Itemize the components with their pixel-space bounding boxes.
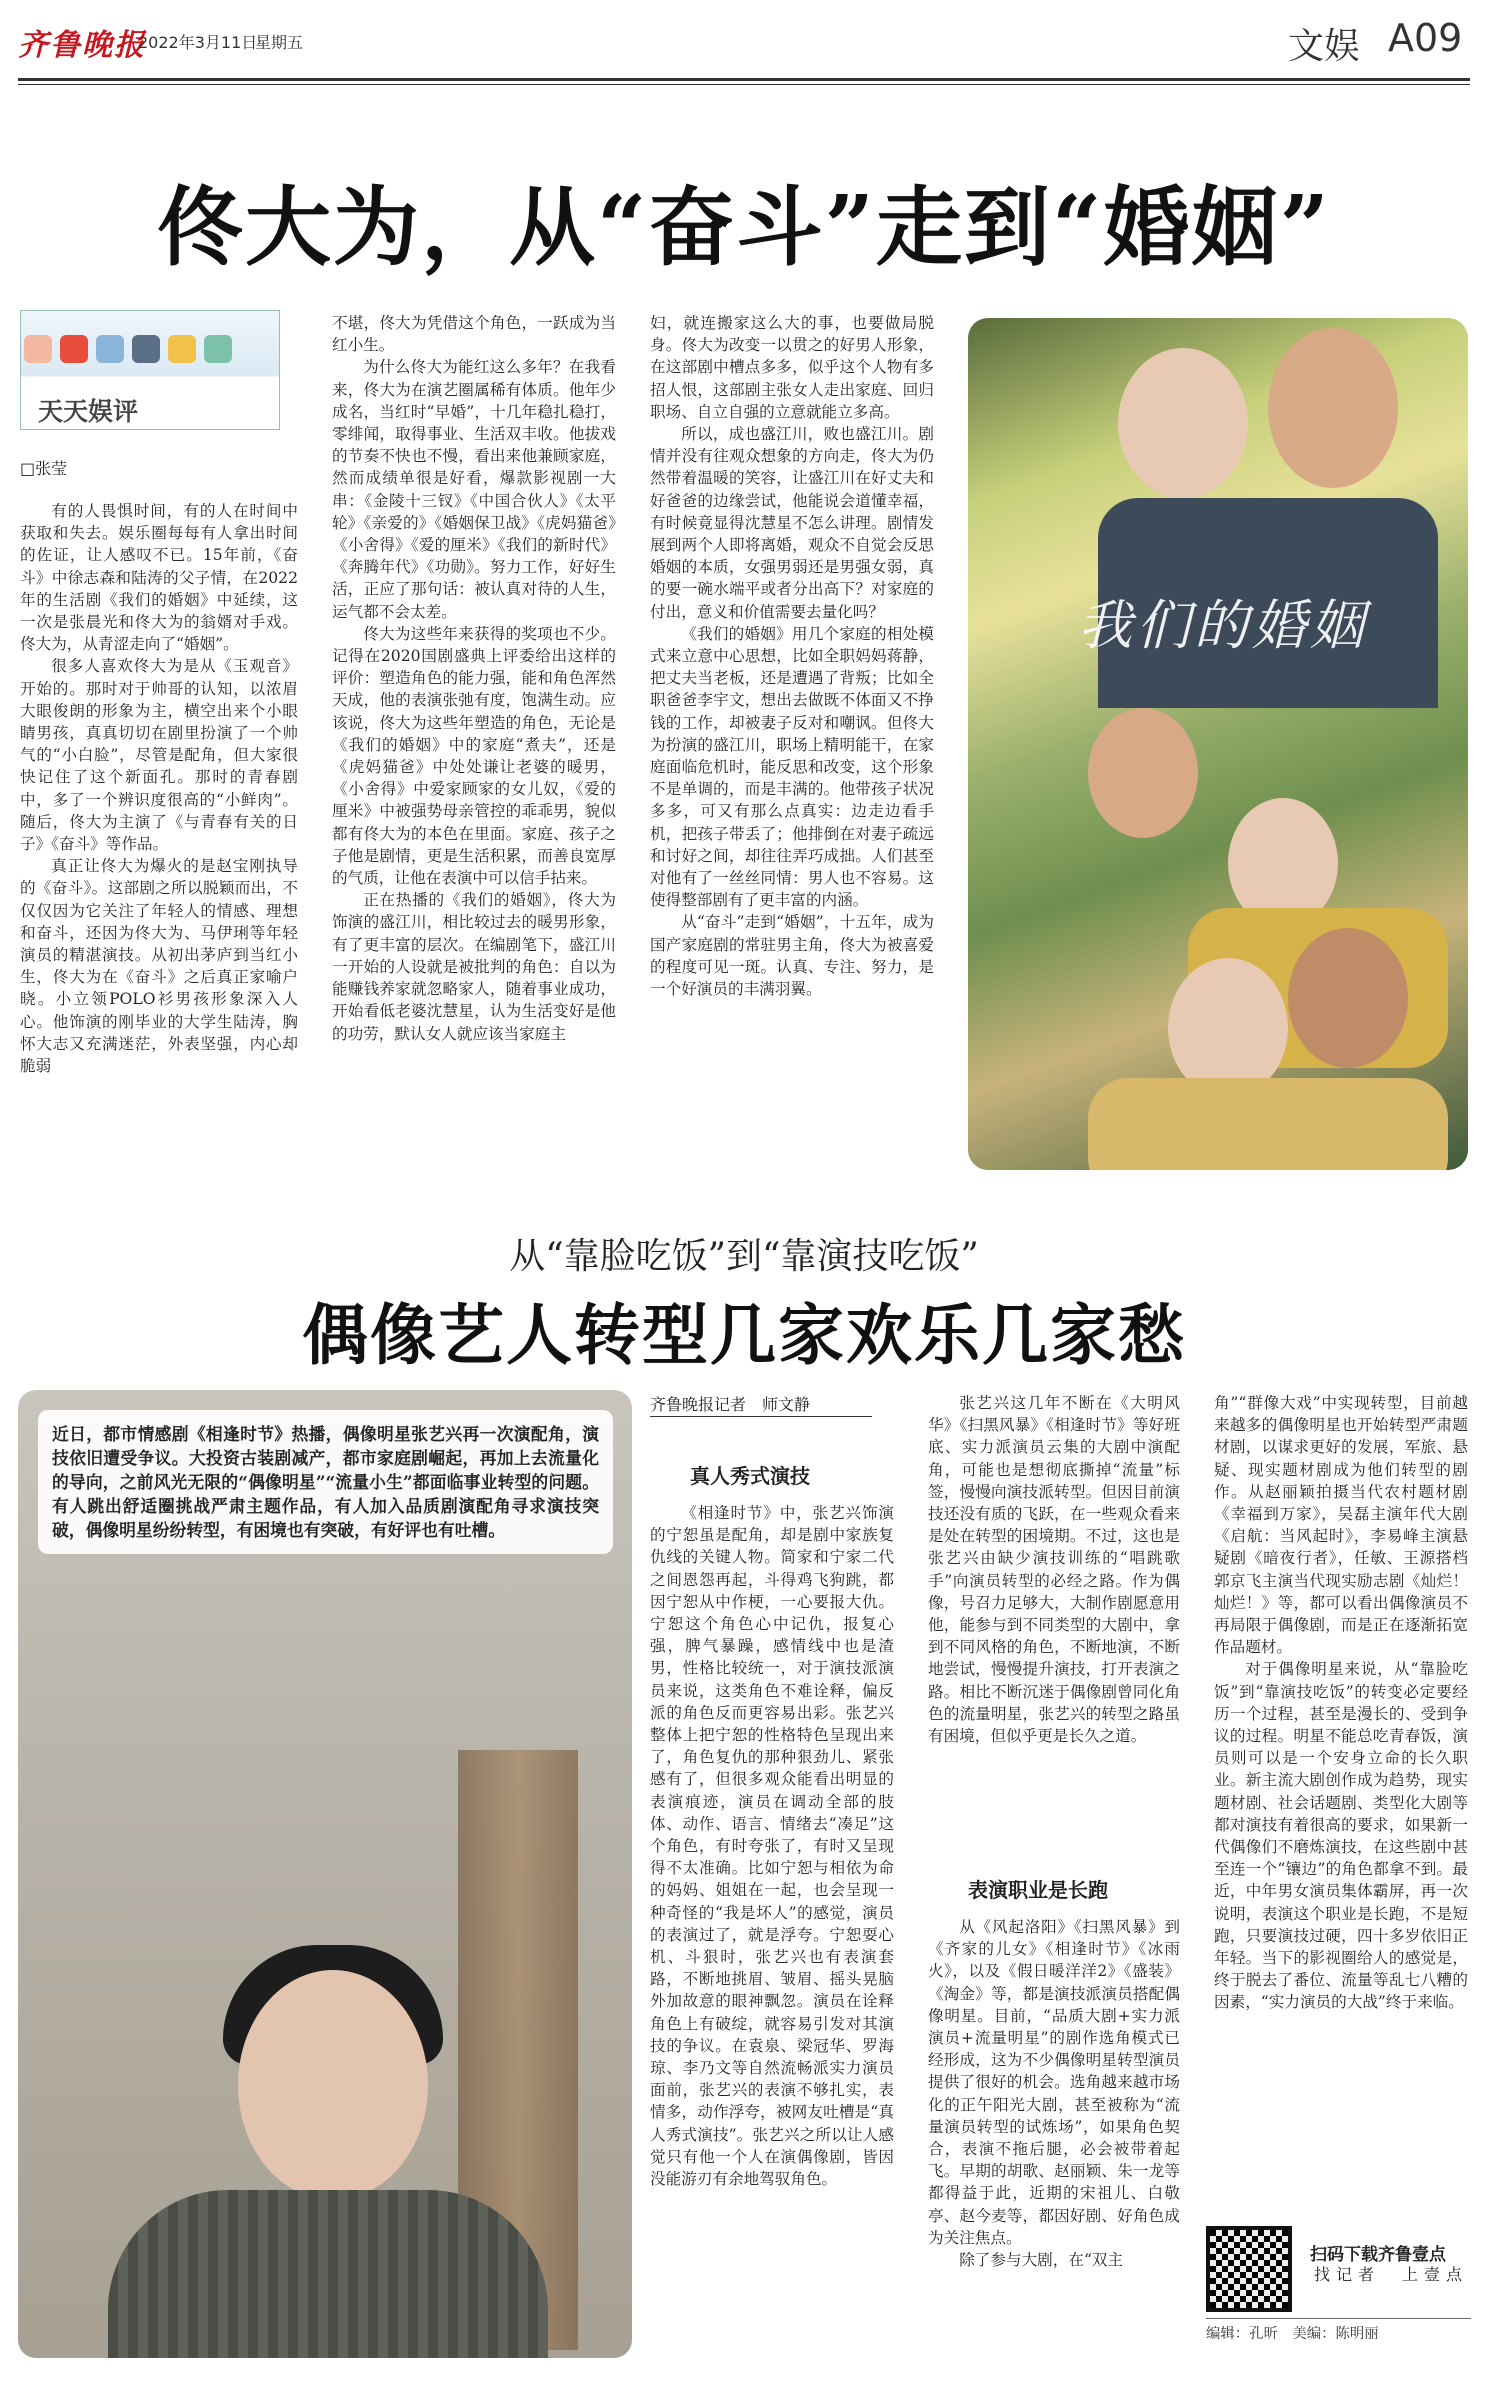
actress-face	[1168, 958, 1288, 1098]
qr-caption: 扫码下载齐鲁壹点	[1310, 2245, 1446, 2265]
actor-face	[1288, 928, 1408, 1068]
article2-byline: 齐鲁晚报记者 师文静	[650, 1395, 811, 1414]
paragraph: 《相逢时节》中，张艺兴饰演的宁恕虽是配角，却是剧中家族复仇线的关键人物。简家和宁家二代之间恩怨再起，斗得鸡飞狗跳，都因宁恕从中作梗，一心要报大仇。宁恕这个角色心中记仇，报复心强，脾气暴躁，感情线中也是渣男，性格比较统一，对于演技派演员来说，这类角色不难诠释，偏反派的角色反而更容易出彩。张艺兴整体上把宁恕的性格特色呈现出来了，角色复仇的那种狠劲儿、紧张感有了，但很多观众能看出明显的表演痕迹，演员在调动全部的肢体、动作、语言、情绪去“凑足”这个角色，有时夸张了，有时又呈现得不太准确。比如宁恕与相依为命的妈妈、姐姐在一起，也会呈现一种奇怪的“我是坏人”的感觉，演员的表演过了，就是浮夸。宁恕耍心机、斗狠时，张艺兴也有表演套路，不断地挑眉、皱眉、摇头晃脑外加故意的眼神飘忽。演员在诠释角色上有破绽，就容易引发对其演技的争议。在袁泉、梁冠华、罗海琼、李乃文等自然流畅派实力演员面前，张艺兴的表演不够扎实，表情多，动作浮夸，被网友吐槽是“真人秀式演技”。张艺兴之所以让人感觉只有他一个人在演偶像剧，皆因没能游刃有余地驾驭角色。	[650, 1504, 894, 2189]
paragraph: 从“奋斗”走到“婚姻”，十五年，成为国产家庭剧的常驻男主角，佟大为被喜爱的程度可见一斑。认真、专注、努力，是一个好演员的丰满羽翼。	[650, 913, 934, 999]
paragraph: 除了参与大剧，在“双主	[959, 2251, 1124, 2270]
issue-date: 2022年3月11日	[138, 33, 258, 52]
section-name: 文娱	[1288, 26, 1361, 67]
article2-column-2b	[928, 1916, 1180, 2271]
editor-credits: 编辑：孔昕 美编：陈明丽	[1206, 2326, 1379, 2342]
qr-code[interactable]	[1206, 2226, 1292, 2312]
article1-column-3	[650, 312, 934, 1000]
issue-weekday: 星期五	[255, 33, 304, 52]
drama-title-overlay: 我们的婚姻	[1078, 594, 1368, 657]
header-rule-thin	[18, 84, 1470, 85]
article2-column-2a	[928, 1392, 1180, 1747]
ticket-icon	[204, 335, 232, 363]
qr-subcaption: 找记者 上壹点	[1314, 2265, 1469, 2284]
paragraph: 妇，就连搬家这么大的事，也要做局脱身。佟大为改变一以贯之的好男人形象，在这部剧中槽点多多，似乎这个人物有多招人恨，这部剧主张女人走出家庭、回归职场、自立自强的立意就能立多高。	[650, 314, 934, 421]
paragraph: 从《风起洛阳》《扫黑风暴》到《齐家的儿女》《相逢时节》《冰雨火》，以及《假日暖洋洋2》《盛装》《淘金》等，都是演技派演员搭配偶像明星。目前，“品质大剧+实力派演员+流量明星”的剧作选角模式已经形成，这为不少偶像明星转型演员提供了很好的机会。选角越来越市场化的正午阳光大剧，甚至被称为“流量演员转型的试炼场”，如果角色契合，表演不拖后腿，必会被带着起飞。早期的胡歌、赵丽颖、朱一龙等都得益于此，近期的宋祖儿、白敬亭、赵今麦等，都因好剧、好角色成为关注焦点。	[928, 1918, 1180, 2247]
film-icon	[24, 335, 52, 363]
striped-shirt-shape	[108, 2190, 548, 2358]
section-title: 真人秀式演技	[690, 1464, 810, 1488]
paragraph: 角”“群像大戏”中实现转型，目前越来越多的偶像明星也开始转型严肃题材剧，以谋求更好的发展，军旅、悬疑、现实题材剧成为他们转型的剧作。从赵丽颖拍摄当代农村题材剧《幸福到万家》，吴磊主演年代大剧《启航：当风起时》，李易峰主演悬疑剧《暗夜行者》，任敏、王源搭档郭京飞主演当代现实励志剧《灿烂！灿烂！》等，都可以看出偶像演员不再局限于偶像剧，而是正在逐渐拓宽作品题材。	[1214, 1394, 1468, 1657]
page-number: A09	[1388, 16, 1463, 60]
article1-column-1	[20, 500, 298, 1077]
actress-face	[1118, 348, 1248, 498]
star-icon	[168, 335, 196, 363]
popcorn-icon	[60, 335, 88, 363]
paragraph: 佟大为这些年来获得的奖项也不少。记得在2020国剧盛典上评委给出这样的评价：塑造角色的能力强，能和角色浑然天成，他的表演张弛有度，饱满生动。应该说，佟大为这些年塑造的角色，无论是《我们的婚姻》中的家庭“煮夫”，还是《虎妈猫爸》中处处谦让老婆的暖男，《小舍得》中爱家顾家的女儿奴，《爱的厘米》中被强势母亲管控的乖乖男，貌似都有佟大为的本色在里面。家庭、孩子之子他是剧情，更是生活积累，而善良宽厚的气质，让他在表演中可以信手拈来。	[332, 624, 616, 888]
paragraph: 有的人畏惧时间，有的人在时间中获取和失去。娱乐圈每每有人拿出时间的佐证，让人感叹不已。15年前，《奋斗》中徐志森和陆涛的父子情，在2022年的生活剧《我们的婚姻》中延续，这一次是张晨光和佟大为的翁婿对手戏。佟大为，从青涩走向了“婚姻”。	[20, 502, 298, 654]
actor-face	[1088, 708, 1198, 838]
article1-headline: 佟大为，从“奋斗”走到“婚姻”	[157, 177, 1331, 278]
newspaper-logo: 齐鲁晚报	[18, 28, 146, 63]
drama-still-photo	[968, 318, 1468, 1170]
badge-icon-strip	[24, 318, 274, 380]
article1-column-2	[332, 312, 616, 1045]
footer-rule	[1206, 2318, 1471, 2319]
paragraph: 张艺兴这几年不断在《大明风华》《扫黑风暴》《相逢时节》等好班底、实力派演员云集的大剧中演配角，可能也是想彻底撕掉“流量”标签，慢慢向演技派转型。但因目前演技还没有质的飞跃，在一些观众看来是处在转型的困境期。不过，这也是张艺兴由缺少演技训练的“唱跳歌手”向演员转型的必经之路。作为偶像，号召力足够大，大制作剧愿意用他，能参与到不同类型的大剧中，拿到不同风格的角色，不断地演，不断地尝试，慢慢提升演技，打开表演之路。相比不断沉迷于偶像剧曾同化角色的流量明星，张艺兴的转型之路虽有困境，但似乎更是长久之道。	[928, 1394, 1180, 1746]
article2-column-3	[1214, 1392, 1468, 2014]
header-rule	[18, 78, 1470, 81]
face-shape	[238, 1970, 428, 2200]
byline-rule	[650, 1416, 872, 1417]
paragraph: 不堪，佟大为凭借这个角色，一跃成为当红小生。	[332, 314, 616, 355]
camera-icon	[132, 335, 160, 363]
tv-icon	[96, 335, 124, 363]
article1-byline: □张莹	[20, 459, 68, 478]
paragraph: 对于偶像明星来说，从“靠脸吃饭”到“靠演技吃饭”的转变必定要经历一个过程，甚至是漫长的、受到争议的过程。明星不能总吃青春饭，演员则可以是一个安身立命的长久职业。新主流大剧创作成为趋势，现实题材剧、社会话题剧、类型化大剧等都对演技有着很高的要求，如果新一代偶像们不磨炼演技，在这些剧中甚至连一个“镶边”的角色都拿不到。最近，中年男女演员集体霸屏，再一次说明，表演这个职业是长跑，不是短跑，只要演技过硬，四十多岁依旧正年轻。当下的影视圈给人的感觉是，终于脱去了番位、流量等乱七八糟的因素，“实力演员的大战”终于来临。	[1214, 1660, 1468, 2012]
paragraph: 所以，成也盛江川，败也盛江川。剧情并没有往观众想象的方向走，佟大为仍然带着温暖的笑容，让盛江川在好丈夫和好爸爸的边缘尝试，他能说会道懂幸福，有时候竟显得沈慧星不怎么讲理。剧情发展到两个人即将离婚，观众不自觉会反思婚姻的本质，女强男弱还是男强女弱，真的要一碗水端平或者分出高下？对家庭的付出，意义和价值需要去量化吗？	[650, 425, 934, 621]
actor-face	[1268, 328, 1398, 488]
article2-subheadline: 从“靠脸吃饭”到“靠演技吃饭”	[509, 1236, 979, 1277]
article2-column-1	[650, 1502, 894, 2190]
article2-intro: 近日，都市情感剧《相逢时节》热播，偶像明星张艺兴再一次演配角，演技依旧遭受争议。大投资古装剧减产，都市家庭剧崛起，再加上去流量化的导向，之前风光无限的“偶像明星”“流量小生”都面临事业转型的问题。有人跳出舒适圈挑战严肃主题作品，有人加入品质剧演配角寻求演技突破，偶像明星纷纷转型，有困境也有突破，有好评也有吐槽。	[38, 1410, 613, 1554]
paragraph: 正在热播的《我们的婚姻》，佟大为饰演的盛江川，相比较过去的暖男形象，有了更丰富的层次。在编剧笔下，盛江川一开始的人设就是被批判的角色：自以为能赚钱养家就忽略家人，随着事业成功，开始看低老婆沈慧星，认为生活变好是他的功劳，默认女人就应该当家庭主	[332, 891, 616, 1043]
paragraph: 真正让佟大为爆火的是赵宝刚执导的《奋斗》。这部剧之所以脱颖而出，不仅仅因为它关注了年轻人的情感、理想和奋斗，还因为佟大为、马伊琍等年轻演员的精湛演技。从初出茅庐到当红小生，佟大为在《奋斗》之后真正家喻户晓。小立领POLO衫男孩形象深入人心。他饰演的刚毕业的大学生陆涛，胸怀大志又充满迷茫，外表坚强，内心却脆弱	[20, 857, 298, 1076]
column-name: 天天娱评	[38, 397, 139, 426]
paragraph: 很多人喜欢佟大为是从《玉观音》开始的。那时对于帅哥的认知，以浓眉大眼俊朗的形象为主，横空出来个小眼睛男孩，真真切切在剧里扮演了一个帅气的“小白脸”，尽管是配角，但大家很快记住了这个新面孔。那时的青春剧中，多了一个辨识度很高的“小鲜肉”。随后，佟大为主演了《与青春有关的日子》《奋斗》等作品。	[20, 657, 298, 854]
article2-headline: 偶像艺人转型几家欢乐几家愁	[302, 1296, 1186, 1374]
paragraph: 《我们的婚姻》用几个家庭的相处模式来立意中心思想，比如全职妈妈蒋静，把丈夫当老板，还是遭遇了背叛；比如全职爸爸李宇文，想出去做既不体面又不挣钱的工作，却被妻子反对和嘲讽。但佟大为扮演的盛江川，职场上精明能干，在家庭面临危机时，能反思和改变，这个形象不是单调的，而是丰满的。他带孩子状况多多，可又有那么点真实：边走边看手机，把孩子带丢了；他排倒在对妻子疏远和讨好之间，却往往弄巧成拙。人们甚至对他有了一丝丝同情：男人也不容易。这使得整部剧有了更丰富的内涵。	[650, 624, 934, 910]
section-title: 表演职业是长跑	[968, 1878, 1108, 1902]
couple-figures	[1088, 1078, 1448, 1170]
paragraph: 为什么佟大为能红这么多年？在我看来，佟大为在演艺圈属稀有体质。他年少成名，当红时“早婚”，十几年稳扎稳打，零绯闻，取得事业、生活双丰收。他拔戏的节奏不快也不慢，看出来他兼顾家庭，然而成绩单很是好看，爆款影视剧一大串：《金陵十三钗》《中国合伙人》《太平轮》《亲爱的》《婚姻保卫战》《虎妈猫爸》《小舍得》《爱的厘米》《我们的新时代》《奔腾年代》《功勋》。努力工作，好好生活，正应了那句话：被认真对待的人生，运气都不会太差。	[332, 358, 616, 621]
